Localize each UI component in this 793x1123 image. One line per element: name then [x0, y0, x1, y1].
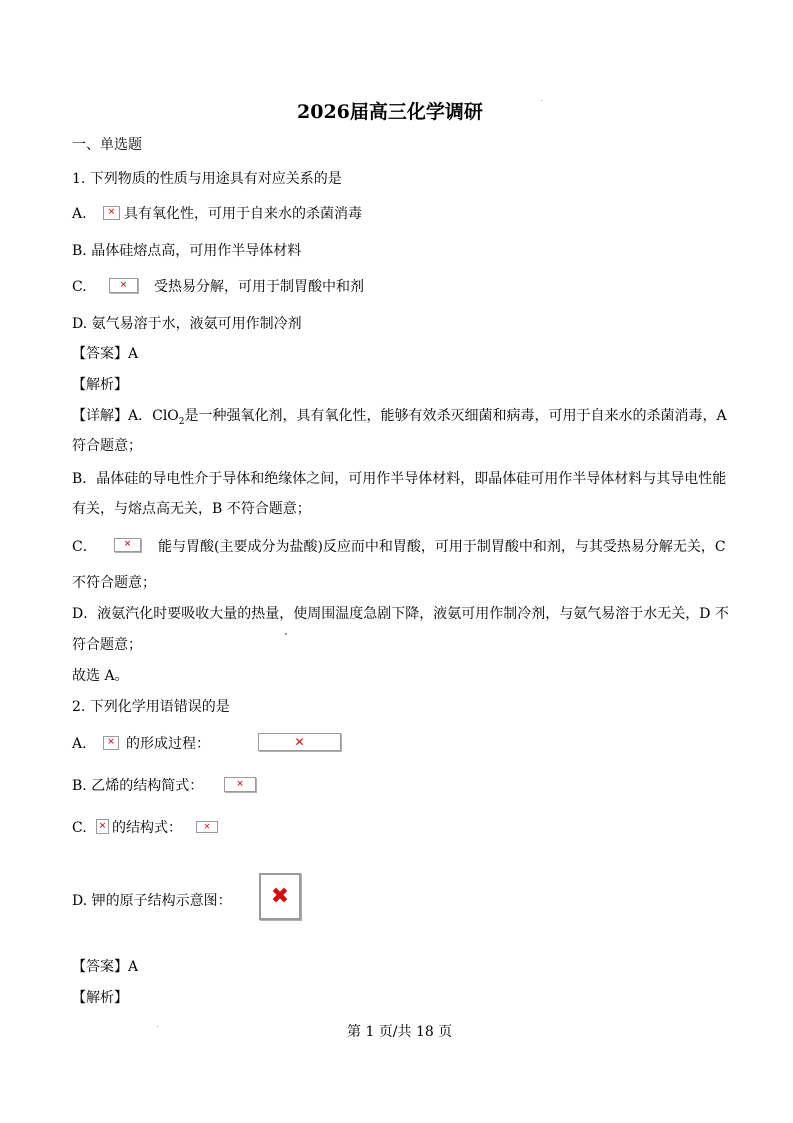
q1-stem: 1. 下列物质的性质与用途具有对应关系的是 — [72, 171, 342, 187]
q2-answer: 【答案】A — [72, 959, 139, 975]
q1-option-c-text: 受热易分解，可用于制胃酸中和剂 — [154, 279, 364, 295]
q1-detail-a-start: 【详解】A．ClO — [72, 408, 179, 424]
q1-option-b: B. 晶体硅熔点高，可用作半导体材料 — [72, 243, 302, 259]
stray-dot — [157, 1026, 158, 1027]
broken-image-icon: ✕ — [224, 777, 256, 792]
q1-detail-line-9: 故选 A。 — [72, 668, 129, 684]
broken-image-icon: ✕ — [114, 538, 141, 552]
q1-answer: 【答案】A — [72, 346, 139, 362]
broken-image-icon: ✕ — [103, 206, 120, 220]
q1-detail-line-8: 符合题意； — [72, 637, 142, 653]
broken-image-icon: ✖ — [259, 873, 301, 920]
q1-detail-a-rest: 是一种强氧化剂，具有氧化性，能够有效杀灭细菌和病毒，可用于自来水的杀菌消毒，A — [184, 408, 727, 424]
broken-image-icon: ✕ — [109, 278, 138, 293]
broken-image-icon: ✕ — [103, 736, 119, 750]
q2-option-d: D. 钾的原子结构示意图： — [72, 893, 232, 909]
q1-analysis-heading: 【解析】 — [72, 377, 128, 393]
q2-option-b: B. 乙烯的结构简式： — [72, 778, 204, 794]
section-heading: 一、单选题 — [72, 137, 142, 153]
q2-stem: 2. 下列化学用语错误的是 — [72, 699, 230, 715]
q1-option-a-label: A. — [72, 206, 87, 222]
q1-detail-c-label: C． — [72, 539, 97, 555]
subscript-2: 2 — [178, 416, 185, 427]
q1-detail-line-3: B．晶体硅的导电性介于导体和绝缘体之间，可用作半导体材料，即晶体硅可用作半导体材料与其导电性能 — [72, 471, 727, 487]
q1-detail-line-5: 能与胃酸(主要成分为盐酸)反应而中和胃酸，可用于制胃酸中和剂，与其受热易分解无关，C — [158, 539, 726, 555]
stray-dot — [541, 100, 542, 101]
broken-image-icon: ✕ — [96, 819, 109, 834]
q2-option-a-label: A. — [72, 736, 87, 752]
q2-option-c-text: 的结构式： — [112, 820, 182, 836]
q2-analysis-heading: 【解析】 — [72, 990, 128, 1006]
q1-option-c-label: C. — [72, 279, 87, 295]
q1-detail-line-6: 不符合题意； — [72, 575, 156, 591]
q2-option-c-label: C. — [72, 820, 87, 836]
q1-detail-line-4: 有关，与熔点高无关，B 不符合题意； — [72, 501, 311, 517]
broken-image-icon: ✕ — [196, 821, 218, 833]
stray-dot — [285, 633, 287, 635]
q1-detail-line-2: 符合题意； — [72, 438, 142, 454]
q1-detail-line-1 — [72, 407, 727, 425]
q1-detail-line-7: D．液氨汽化时要吸收大量的热量，使周围温度急剧下降，液氨可用作制冷剂，与氨气易溶于水无关，D 不 — [72, 606, 729, 622]
page-footer: 第 1 页/共 18 页 — [347, 1024, 453, 1040]
q2-option-a-text: 的形成过程： — [126, 736, 210, 752]
q1-option-a-text: 具有氧化性，可用于自来水的杀菌消毒 — [124, 206, 362, 222]
q1-option-d: D. 氨气易溶于水，液氨可用作制冷剂 — [72, 316, 302, 332]
page-title: 2026届高三化学调研 — [297, 101, 483, 123]
broken-image-icon: ✕ — [258, 733, 341, 751]
